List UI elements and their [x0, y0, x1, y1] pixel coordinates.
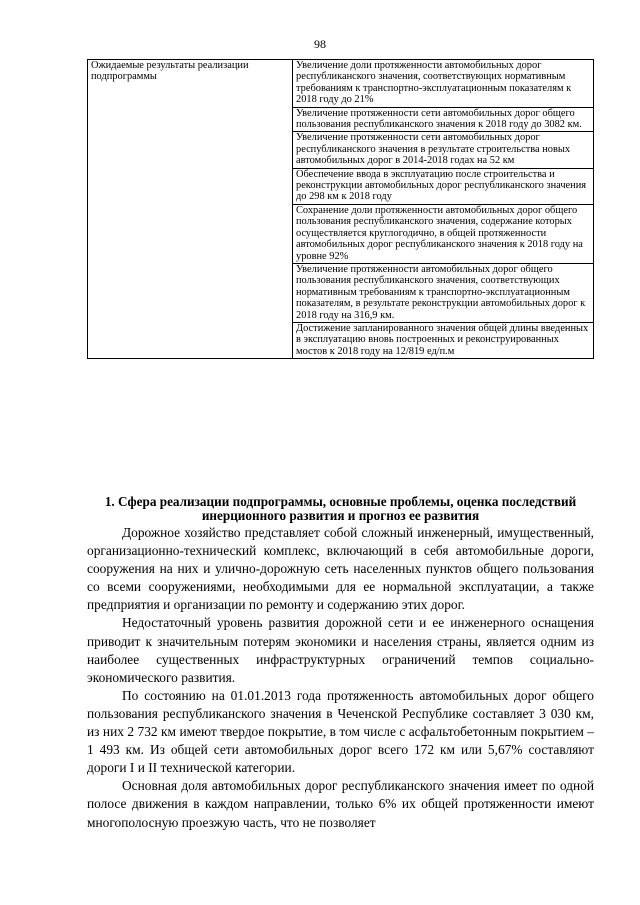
section-heading: 1. Сфера реализации подпрограммы, основные проблемы, оценка последствий инерционного развития и прогноз ее развития [104, 494, 577, 523]
table-row [88, 60, 594, 108]
result-cell: Обеспечение ввода в эксплуатацию после строительства и реконструкции автомобильных дорог республиканского значения до 298 км к 2018 году [293, 168, 594, 204]
page-number: 98 [314, 37, 326, 51]
section-body [87, 495, 594, 832]
result-cell: Сохранение доли протяженности автомобильных дорог общего пользования республиканского значения, содержание которых осуществляется круглогодично, в общей протяженности автомобильных дорог республиканского значения к 2018 году на уровне 92% [293, 204, 594, 263]
result-cell: Увеличение протяженности автомобильных дорог общего пользования республиканского значения, соответствующих нормативным требованиям к транспортно-эксплуатационным показателям, в результате реконструкции автомобильных дорог к 2018 году на 316,9 км. [293, 263, 594, 322]
paragraph: Дорожное хозяйство представляет собой сложный инженерный, имущественный, организационно-технический комплекс, включающий в себя автомобильные дороги, сооружения на них и улично-дорожную сеть населенных пунктов общего пользования со всеми сооружениями, необходимыми для ее нормальной эксплуатации, а также предприятия и организации по ремонту и содержанию этих дорог. [87, 525, 594, 613]
paragraph: Недостаточный уровень развития дорожной сети и ее инженерного оснащения приводит к значительным потерям экономики и населения страны, является одним из наиболее существенных инфраструктурных ограничений темпов социально-экономического развития. [87, 615, 594, 685]
result-cell: Увеличение доли протяженности автомобильных дорог республиканского значения, соответствующих нормативным требованиям к транспортно-эксплуатационным показателям к 2018 году до 21% [293, 60, 594, 108]
expected-results-table [87, 59, 594, 359]
result-cell: Увеличение протяженности сети автомобильных дорог республиканского значения в результате строительства новых автомобильных дорог в 2014-2018 годах на 52 км [293, 132, 594, 168]
table-label-cell: Ожидаемые результаты реализации подпрограммы [88, 60, 293, 359]
result-cell: Увеличение протяженности сети автомобильных дорог общего пользования республиканского значения к 2018 году до 3082 км. [293, 107, 594, 132]
result-cell: Достижение запланированного значения общей длины введенных в эксплуатацию вновь построенных и реконструированных мостов к 2018 году на 12/819 ед/п.м [293, 322, 594, 358]
paragraph: По состоянию на 01.01.2013 года протяженность автомобильных дорог общего пользования республиканского значения в Чеченской Республике составляет 3 030 км, из них 2 732 км имеют твердое покрытие, в том числе с асфальтобетонным покрытием – 1 493 км. Из общей сети автомобильных дорог всего 172 км или 5,67% составляют дороги I и II технической категории. [87, 687, 594, 776]
paragraph: Основная доля автомобильных дорог республиканского значения имеет по одной полосе движения в каждом направлении, только 6% их общей протяженности имеют многополосную проезжую часть, что не позволяет [87, 778, 594, 830]
